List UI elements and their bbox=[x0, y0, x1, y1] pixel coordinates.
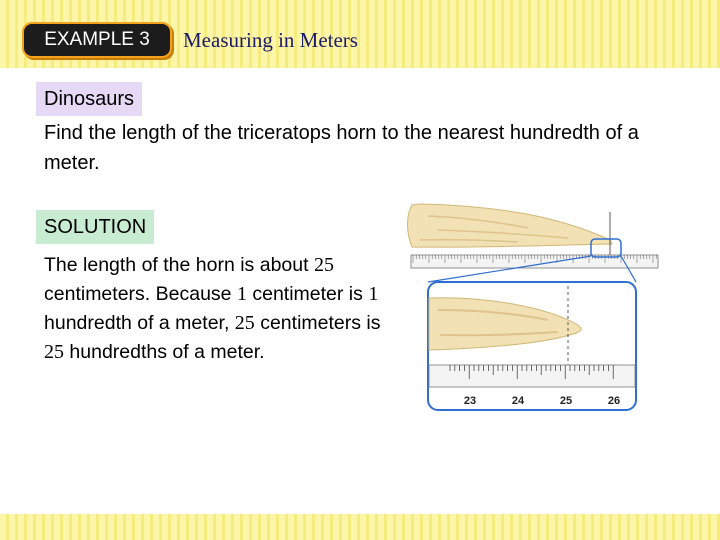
footer-stripe bbox=[0, 514, 720, 540]
horn-image bbox=[408, 204, 613, 247]
dinosaurs-tag: Dinosaurs bbox=[36, 82, 142, 116]
problem-text: Find the length of the triceratops horn to the nearest hundredth of a meter. bbox=[44, 122, 639, 174]
solution-tag: SOLUTION bbox=[36, 210, 154, 244]
solution-number: 25 bbox=[313, 254, 334, 276]
zoom-ruler-label: 24 bbox=[511, 395, 525, 407]
solution-number: 1 bbox=[236, 283, 247, 305]
solution-text bbox=[44, 251, 404, 367]
horn-ruler-figure bbox=[398, 200, 660, 412]
solution-text-part: hundredth of a meter, bbox=[44, 312, 235, 334]
example-title: Measuring in Meters bbox=[183, 28, 358, 52]
solution-text-part: centimeters is bbox=[254, 312, 381, 334]
zoom-ruler-label: 23 bbox=[463, 395, 477, 407]
solution-number: 1 bbox=[368, 283, 379, 305]
example-badge: EXAMPLE 3 bbox=[22, 22, 172, 58]
solution-number: 25 bbox=[44, 341, 64, 363]
solution-text-part: The length of the horn is about bbox=[44, 254, 314, 276]
solution-number: 25 bbox=[234, 312, 255, 334]
zoom-ruler-label: 25 bbox=[559, 395, 573, 407]
solution-text-part: centimeter is bbox=[246, 283, 369, 305]
zoom-ruler-label: 26 bbox=[607, 395, 621, 407]
solution-text-part: centimeters. Because bbox=[44, 283, 237, 305]
solution-text-part: hundredths of a meter. bbox=[64, 341, 265, 363]
